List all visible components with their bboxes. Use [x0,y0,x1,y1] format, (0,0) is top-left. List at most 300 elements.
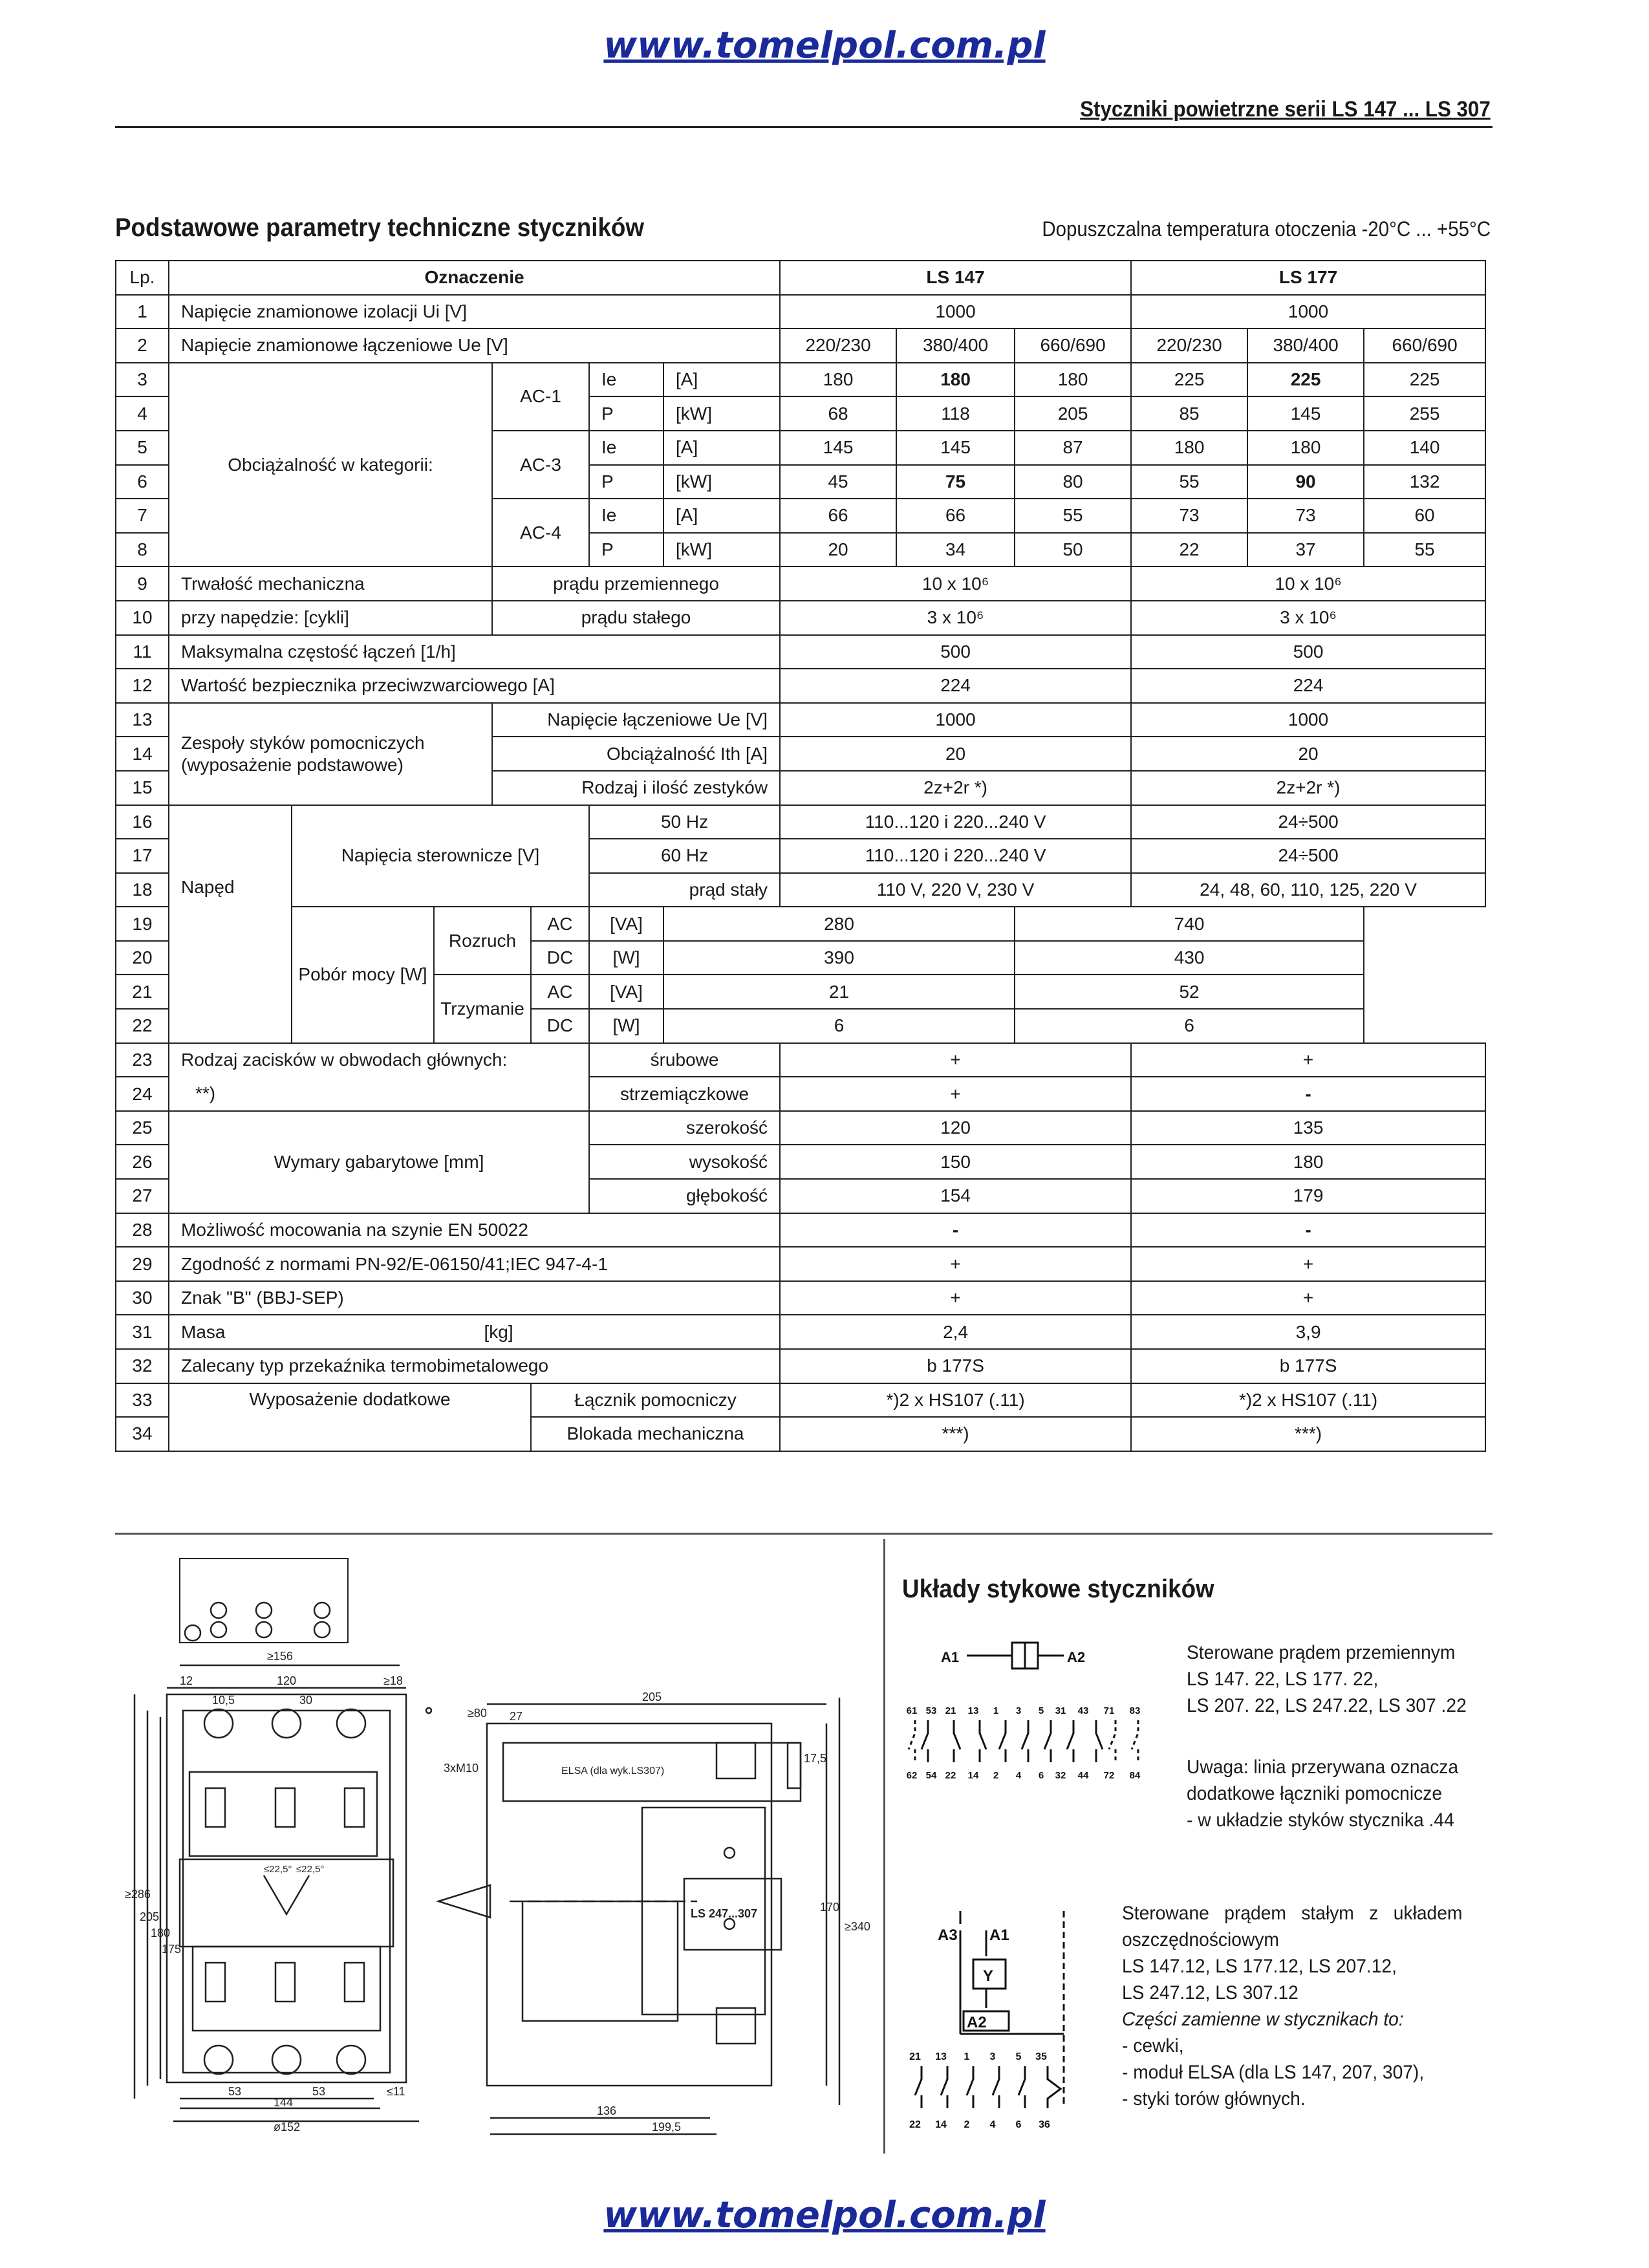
pobor-mocy-label: Pobór mocy [W] [292,907,434,1042]
table-row [116,1247,1485,1281]
value: 255 [1364,396,1485,431]
value-ls177-380: 380/400 [1247,329,1364,363]
value: 140 [1364,431,1485,465]
value: 145 [1247,396,1364,431]
value: 20 [780,533,896,567]
value: 132 [1364,465,1485,499]
value-ls147: 6 [663,1009,1015,1043]
term-top: 31 [1055,1705,1066,1716]
lp: 18 [116,873,169,907]
value-ls147: 20 [780,737,1131,771]
unit-va: [VA] [589,907,663,941]
value-ls147: - [780,1213,1131,1247]
dc-a3: A3 [938,1927,958,1944]
value-ls177: 6 [1015,1009,1364,1043]
value-ls147: + [780,1077,1131,1111]
dim-152: ø152 [274,2121,301,2133]
lp: 16 [116,805,169,839]
dim-199-5: 199,5 [652,2121,682,2133]
term-top: 71 [1103,1705,1115,1716]
value-ls147-380: 380/400 [896,329,1015,363]
dim-12: 12 [180,1674,193,1687]
value: 87 [1015,431,1131,465]
dc-label: DC [531,941,589,975]
ie-label: Ie [589,499,663,533]
dc-term-top: 1 [964,2051,970,2062]
row-sublabel: śrubowe [589,1043,780,1077]
ac4-label: AC-4 [492,499,589,567]
row-sublabel: Łącznik pomocniczy [531,1383,780,1418]
lp: 10 [116,601,169,635]
table-row [116,1043,1485,1077]
series-title: Styczniki powietrzne serii LS 147 ... LS 307 [1080,97,1491,122]
lp: 6 [116,465,169,499]
zespoly-label [169,703,492,805]
term-top: 21 [945,1705,956,1716]
value: 180 [1247,431,1364,465]
value-ls177: 1000 [1131,703,1485,737]
row-sublabel: Obciążalność Ith [A] [492,737,780,771]
lp: 20 [116,941,169,975]
value-ls147: 2,4 [780,1315,1131,1349]
row-sublabel: głębokość [589,1179,780,1213]
value: 180 [896,363,1015,397]
lp: 22 [116,1009,169,1043]
dim-180: 180 [151,1927,171,1939]
dim-27: 27 [510,1710,523,1723]
dim-286: ≥286 [125,1888,151,1901]
table-row [116,1383,1485,1418]
row-label: przy napędzie: [cykli] [169,601,492,635]
value-ls177: - [1131,1213,1485,1247]
dc-a1: A1 [989,1927,1009,1944]
p-label: P [589,465,663,499]
value-ls147: 150 [780,1145,1131,1179]
value: 118 [896,396,1015,431]
table-row [116,635,1485,669]
value-ls177: - [1131,1077,1485,1111]
dc-term-top: 3 [989,2051,996,2062]
value-ls147: 1000 [780,703,1131,737]
row-label: Rodzaj zacisków w obwodach głównych: [169,1043,589,1077]
value: 22 [1131,533,1247,567]
masa-unit: [kg] [484,1321,513,1342]
zespoly-label-line1: Zespoły styków pomocniczych [181,732,425,753]
row-sublabel: 50 Hz [589,805,780,839]
row-label: Znak "B" (BBJ-SEP) [169,1281,780,1315]
term-top: 53 [925,1705,937,1716]
dc-term-bottom: 22 [909,2119,921,2130]
term-top: 5 [1038,1705,1044,1716]
value-ls177: 2z+2r *) [1131,771,1485,805]
value-ls147: 110...120 i 220...240 V [780,805,1131,839]
value: 205 [1015,396,1131,431]
col-ls177: LS 177 [1131,261,1485,295]
dim-3xm10: 3xM10 [444,1762,479,1775]
unit-w: [W] [589,941,663,975]
ac-text-line: LS 147. 22, LS 177. 22, [1187,1669,1379,1690]
dim-10-5: 10,5 [212,1694,235,1707]
table-row [116,295,1485,329]
value-ls177: 24÷500 [1131,805,1485,839]
term-bottom: 22 [945,1770,956,1781]
uwaga-note [1187,1754,1458,1833]
term-bottom: 32 [1055,1770,1066,1781]
table-row [116,703,1485,737]
value-ls147: 110 V, 220 V, 230 V [780,873,1131,907]
table-row [116,601,1485,635]
lp: 2 [116,329,169,363]
value-ls177: 500 [1131,635,1485,669]
dc-term-bottom: 36 [1039,2119,1050,2130]
value-ls147: *)2 x HS107 (.11) [780,1383,1131,1418]
ac-label: AC [531,975,589,1009]
czesci-item: - moduł ELSA (dla LS 147, 207, 307), [1122,2062,1425,2083]
value-ls147: 2z+2r *) [780,771,1131,805]
unit-kw: [kW] [663,533,780,567]
lp: 12 [116,669,169,703]
value-ls177: ***) [1131,1417,1485,1451]
row-label: Maksymalna częstość łączeń [1/h] [169,635,780,669]
value: 45 [780,465,896,499]
lp: 34 [116,1417,169,1451]
unit-kw: [kW] [663,396,780,431]
lp: 14 [116,737,169,771]
ie-label: Ie [589,363,663,397]
value-ls177: 3 x 10⁶ [1131,601,1485,635]
table-row [116,1349,1485,1383]
dim-120: 120 [276,1674,297,1687]
value: 55 [1364,533,1485,567]
lp: 17 [116,839,169,873]
dc-term-bottom: 2 [964,2119,970,2130]
spec-table [115,260,1486,1452]
value: 68 [780,396,896,431]
wymiary-label: Wymary gabarytowe [mm] [169,1111,589,1213]
row-label: Napięcie znamionowe izolacji Ui [V] [169,295,780,329]
ac1-label: AC-1 [492,363,589,431]
value-ls147: 500 [780,635,1131,669]
value-ls177: 224 [1131,669,1485,703]
value-ls147: 280 [663,907,1015,941]
value: 225 [1364,363,1485,397]
footer-url[interactable]: www.tomelpol.com.pl [603,2194,1046,2236]
dim-30: 30 [299,1694,313,1707]
row-sublabel: Rodzaj i ilość zestyków [492,771,780,805]
value: 225 [1247,363,1364,397]
row-label: Możliwość mocowania na szynie EN 50022 [169,1213,780,1247]
col-oznaczenie: Oznaczenie [169,261,780,295]
dim-144: 144 [274,2096,294,2109]
value-ls177: 740 [1015,907,1364,941]
term-top: 61 [906,1705,918,1716]
dc-text-line: oszczędnościowym [1122,1929,1279,1950]
value-ls177: 24÷500 [1131,839,1485,873]
masa-label: Masa [181,1321,226,1342]
section-title: Podstawowe parametry techniczne styczników [115,213,645,242]
value-ls177-220: 220/230 [1131,329,1247,363]
dc-description [1122,1900,1487,2112]
row-label: Napięcie znamionowe łączeniowe Ue [V] [169,329,780,363]
lp: 5 [116,431,169,465]
value-ls147-220: 220/230 [780,329,896,363]
table-header-row [116,261,1485,295]
value-ls177: + [1131,1043,1485,1077]
lp: 9 [116,567,169,601]
value-ls147: 154 [780,1179,1131,1213]
uwaga-line: - w układzie styków stycznika .44 [1187,1809,1454,1831]
row-sublabel: strzemiączkowe [589,1077,780,1111]
lp: 8 [116,533,169,567]
wyposazenie-label: Wyposażenie dodatkowe [169,1383,531,1451]
lp: 25 [116,1111,169,1145]
p-label: P [589,533,663,567]
ac-text-line: LS 207. 22, LS 247.22, LS 307 .22 [1187,1695,1467,1716]
trzymanie-label: Trzymanie [434,975,531,1042]
lp: 23 [116,1043,169,1077]
lp: 27 [116,1179,169,1213]
value-ls177: 135 [1131,1111,1485,1145]
lp: 24 [116,1077,169,1111]
uwaga-line: dodatkowe łączniki pomocnicze [1187,1783,1443,1804]
lp: 33 [116,1383,169,1418]
unit-kw: [kW] [663,465,780,499]
dim-205: 205 [641,1690,662,1703]
ac-contact-diagram [902,1636,1161,1811]
term-bottom: 62 [906,1770,918,1781]
dimension-drawing [115,1549,872,2154]
table-row [116,329,1485,363]
table-row [116,1111,1485,1145]
dim-170: 170 [820,1901,840,1914]
value-ls177: 430 [1015,941,1364,975]
value-ls147-660: 660/690 [1015,329,1131,363]
dc-text-line: LS 247.12, LS 307.12 [1122,1982,1299,2003]
value: 55 [1131,465,1247,499]
value-ls147: ***) [780,1417,1131,1451]
dim-136: 136 [597,2104,617,2117]
ac-description [1187,1639,1467,1719]
coil-a2: A2 [1067,1649,1086,1665]
unit-a: [A] [663,499,780,533]
dc-text-line: LS 147.12, LS 177.12, LS 207.12, [1122,1956,1397,1977]
row-sublabel: szerokość [589,1111,780,1145]
value: 75 [896,465,1015,499]
lp: 28 [116,1213,169,1247]
value-ls177: 179 [1131,1179,1485,1213]
row-sublabel: wysokość [589,1145,780,1179]
table-row [116,1315,1485,1349]
dc-term-top: 35 [1035,2051,1047,2062]
lp: 30 [116,1281,169,1315]
dc-label: DC [531,1009,589,1043]
value-ls147: 390 [663,941,1015,975]
dc-term-top: 13 [935,2051,947,2062]
lp: 26 [116,1145,169,1179]
coil-a1: A1 [941,1649,960,1665]
table-row [116,1281,1485,1315]
table-row [116,363,1485,397]
value: 85 [1131,396,1247,431]
dim-18: ≥18 [383,1674,403,1687]
value-ls147: 1000 [780,295,1131,329]
col-ls147: LS 147 [780,261,1131,295]
ac-text-line: Sterowane prądem przemiennym [1187,1642,1456,1663]
term-top: 13 [967,1705,979,1716]
lp: 31 [116,1315,169,1349]
term-bottom: 14 [967,1770,979,1781]
lp: 32 [116,1349,169,1383]
dim-205-v: 205 [140,1910,160,1923]
value-ls147: 120 [780,1111,1131,1145]
dc-term-bottom: 14 [935,2119,947,2130]
value-ls177: *)2 x HS107 (.11) [1131,1383,1485,1418]
ie-label: Ie [589,431,663,465]
value: 180 [1015,363,1131,397]
dc-contact-diagram [902,1905,1090,2144]
value: 66 [896,499,1015,533]
term-bottom: 54 [925,1770,937,1781]
term-bottom: 2 [993,1770,999,1781]
dim-175: 175 [162,1943,182,1956]
value-ls147: + [780,1247,1131,1281]
term-bottom: 4 [1015,1770,1022,1781]
section-divider [115,1533,1493,1535]
row-label: Wartość bezpiecznika przeciwzwarciowego [A] [169,669,780,703]
row-sublabel: Blokada mechaniczna [531,1417,780,1451]
dc-a2: A2 [967,2014,987,2031]
dim-53-a: 53 [228,2085,242,2098]
dim-53-b: 53 [312,2085,326,2098]
lp: 3 [116,363,169,397]
row-label: Zalecany typ przekaźnika termobimetalowego [169,1349,780,1383]
lp: 7 [116,499,169,533]
row-sublabel: prąd stały [589,873,780,907]
unit-a: [A] [663,431,780,465]
term-top: 43 [1077,1705,1089,1716]
vertical-divider [883,1539,885,2154]
value-ls177: + [1131,1247,1485,1281]
value-ls177: 3,9 [1131,1315,1485,1349]
lp: 13 [116,703,169,737]
dim-angle-1: ≤22,5° [264,1864,292,1875]
value: 180 [780,363,896,397]
row-label: Zgodność z normami PN-92/E-06150/41;IEC 947-4-1 [169,1247,780,1281]
table-row [116,805,1485,839]
value: 37 [1247,533,1364,567]
value: 225 [1131,363,1247,397]
header-url[interactable]: www.tomelpol.com.pl [603,25,1046,67]
dim-156: ≥156 [267,1650,293,1663]
dim-340: ≥340 [845,1920,870,1933]
row-sublabel: prądu przemiennego [492,567,780,601]
term-bottom: 72 [1103,1770,1115,1781]
lp: 19 [116,907,169,941]
value: 90 [1247,465,1364,499]
uklady-title: Układy stykowe styczników [902,1575,1214,1603]
value-ls177: 52 [1015,975,1364,1009]
term-top: 1 [993,1705,999,1716]
rozruch-label: Rozruch [434,907,531,975]
ac3-label: AC-3 [492,431,589,499]
row-sublabel: Napięcie łączeniowe Ue [V] [492,703,780,737]
lp: 21 [116,975,169,1009]
lp: 1 [116,295,169,329]
table-row [116,907,1485,941]
value: 60 [1364,499,1485,533]
value-ls147: 21 [663,975,1015,1009]
table-row [116,1213,1485,1247]
czesci-item: - styki torów głównych. [1122,2088,1306,2110]
col-lp: Lp. [116,261,169,295]
value-ls147: 224 [780,669,1131,703]
value: 73 [1247,499,1364,533]
table-row [116,567,1485,601]
value-ls147: b 177S [780,1349,1131,1383]
label-ls247-307: LS 247...307 [691,1907,758,1920]
value-ls177: 1000 [1131,295,1485,329]
value-ls177: 24, 48, 60, 110, 125, 220 V [1131,873,1485,907]
header-rule [115,126,1493,128]
unit-a: [A] [663,363,780,397]
dc-term-bottom: 4 [989,2119,996,2130]
table-row [116,1077,1485,1111]
term-top: 3 [1015,1705,1022,1716]
row-sublabel: 60 Hz [589,839,780,873]
lp: 15 [116,771,169,805]
value-ls147: 110...120 i 220...240 V [780,839,1131,873]
value: 180 [1131,431,1247,465]
lp: 4 [116,396,169,431]
dim-80: ≥80 [468,1707,487,1720]
napiecia-sterownicze-label: Napięcia sterownicze [V] [292,805,589,907]
p-label: P [589,396,663,431]
value: 145 [896,431,1015,465]
czesci-heading: Części zamienne w stycznikach to: [1122,2009,1404,2030]
value-ls147: 10 x 10⁶ [780,567,1131,601]
dim-angle-2: ≤22,5° [296,1864,325,1875]
dc-y: Y [983,1967,994,1985]
value: 50 [1015,533,1131,567]
value-ls177-660: 660/690 [1364,329,1485,363]
lp: 11 [116,635,169,669]
zespoly-label-line2: (wyposażenie podstawowe) [181,754,404,775]
value: 145 [780,431,896,465]
term-bottom: 44 [1077,1770,1089,1781]
value-ls177: 180 [1131,1145,1485,1179]
value: 73 [1131,499,1247,533]
unit-va: [VA] [589,975,663,1009]
dim-17-5: 17,5 [804,1752,827,1765]
value: 80 [1015,465,1131,499]
value-ls177: b 177S [1131,1349,1485,1383]
ac-label: AC [531,907,589,941]
dim-11: ≤11 [387,2085,405,2098]
value-ls177: + [1131,1281,1485,1315]
label-elsa: ELSA (dla wyk.LS307) [561,1766,665,1777]
temperature-note: Dopuszczalna temperatura otoczenia -20°C ... +55°C [1042,217,1491,241]
uwaga-line: Uwaga: linia przerywana oznacza [1187,1756,1459,1778]
value: 34 [896,533,1015,567]
value: 66 [780,499,896,533]
value: 55 [1015,499,1131,533]
row-label: Trwałość mechaniczna [169,567,492,601]
value-ls147: + [780,1281,1131,1315]
unit-w: [W] [589,1009,663,1043]
row-sublabel: prądu stałego [492,601,780,635]
dc-term-top: 21 [909,2051,921,2062]
dc-term-bottom: 6 [1015,2119,1022,2130]
